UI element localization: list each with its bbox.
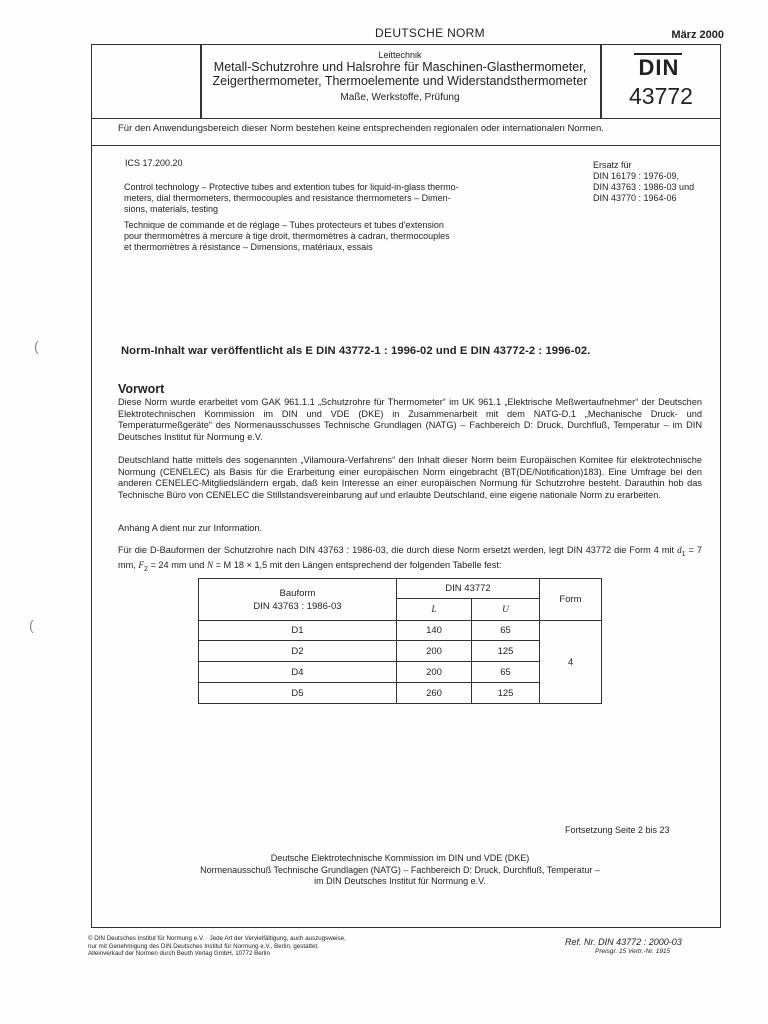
- table-header-din43772: DIN 43772: [397, 579, 540, 599]
- punch-hole-mark: (: [29, 617, 34, 633]
- scope-note: Für den Anwendungsbereich dieser Norm bestehen keine entsprechenden regionalen oder internationalen Normen.: [118, 123, 604, 134]
- foreword-paragraph: Diese Norm wurde erarbeitet vom GAK 961.1.1 „Schutzrohre für Thermometer“ im UK 961.1 „Elektrische Meßwertaufnehmer“ der Deutschen Elektrotechnischen Kommission im DIN und VDE (DKE) in Zusammenarbeit mit dem NATG-D.1 „Mechanische Druck- und Temperaturmeßgeräte“ des Normenausschusses Technische Grundlagen (NATG) – Fachbereich D: Druck, Durchfluß, Temperatur – im DIN Deutsches Institut für Normung e.V.: [118, 397, 702, 442]
- cell-l: 200: [397, 662, 472, 683]
- din-number: 43772: [629, 83, 693, 109]
- cell-bauform: D1: [199, 621, 397, 641]
- dimensions-table: [198, 578, 602, 704]
- replacement-line: DIN 43770 : 1964-06: [593, 193, 677, 203]
- foreword-paragraph: Deutschland hatte mittels des sogenannten „Vilamoura-Verfahrens“ den Inhalt dieser Norm beim Europäischen Komitee für elektrotechnische Normung (CENELEC) als Basis für die Erarbeitung einer europäischen Norm eingebracht (BT(DE/Notification)183). Eine Umfrage bei den anderen CENELEC-Mitgliedsländern ergab, daß kein Interesse an einer europäischen Normung für Schutzrohre besteht. Darauthin hob das Technische Büro von CENELEC die Stillstandsvereinbarung auf und erlaubte Deutschland, eine eigene nationale Norm zu erarbeiten.: [118, 455, 702, 500]
- title-divider-right: [600, 44, 602, 119]
- subscript: 1: [681, 550, 686, 558]
- header-u-text: U: [502, 605, 509, 615]
- table-header-l: [397, 599, 472, 621]
- committee-line: im DIN Deutsches Institut für Normung e.V.: [314, 876, 486, 886]
- french-title: [124, 220, 524, 254]
- copyright-line: nur mit Genehmigung des DIN Deutsches Institut für Normung e.V., Berlin, gestattet.: [88, 942, 319, 950]
- text-run: = 7 mm,: [118, 545, 702, 571]
- cell-l: 200: [397, 641, 472, 662]
- committee-line: Normenausschuß Technische Grundlagen (NATG) – Fachbereich D: Druck, Durchfluß, Temperatur –: [200, 864, 600, 875]
- ics-code: ICS 17.200.20: [125, 158, 183, 168]
- cell-l: 260: [397, 683, 472, 704]
- cell-bauform: D5: [199, 683, 397, 704]
- french-title-line: Technique de commande et de réglage – Tubes protecteurs et tubes d'extension: [124, 220, 444, 230]
- continuation-note: Fortsetzung Seite 2 bis 23: [565, 825, 670, 835]
- cell-u: 65: [472, 662, 540, 683]
- header-title: DEUTSCHE NORM: [375, 26, 485, 40]
- table-header-form: Form: [540, 579, 602, 621]
- copyright-notice: [88, 935, 438, 958]
- punch-hole-mark: (: [34, 338, 39, 354]
- title-subtitle: Maße, Werkstoffe, Prüfung: [340, 92, 460, 103]
- copyright-line: © DIN Deutsches Institut für Normung e.V. · Jede Art der Vervielfältigung, auch auszugsweise,: [88, 935, 346, 942]
- cell-form: 4: [540, 621, 602, 704]
- replacement-block: [593, 160, 694, 204]
- copyright-line: Alleinverkauf der Normen durch Beuth Verlag GmbH, 10772 Berlin: [88, 950, 270, 958]
- document-title: [200, 60, 600, 88]
- price-group: Preisgr. 15 Vertr.-Nr. 1915: [595, 948, 671, 955]
- title-line-1: Metall-Schutzrohre und Halsrohre für Maschinen-Glasthermometer,: [213, 60, 587, 74]
- committee-line: Deutsche Elektrotechnische Kommission im DIN und VDE (DKE): [270, 853, 530, 863]
- foreword-paragraph: [118, 545, 702, 576]
- title-line-2: Zeigerthermometer, Thermoelemente und Widerstandsthermometer: [212, 74, 588, 88]
- table-row: [199, 621, 602, 641]
- cell-bauform: D4: [199, 662, 397, 683]
- header-l-text: L: [431, 605, 437, 615]
- norm-content-note: Norm-Inhalt war veröffentlicht als E DIN 43772-1 : 1996-02 und E DIN 43772-2 : 1996-02.: [121, 345, 591, 357]
- cell-u: 65: [472, 621, 540, 641]
- french-title-line: et thermomètres à résistance – Dimensions, matériaux, essais: [124, 242, 373, 253]
- reference-number: Ref. Nr. DIN 43772 : 2000-03: [565, 937, 682, 947]
- subscript: 2: [144, 566, 148, 574]
- symbol-d: d: [677, 545, 682, 555]
- replacement-line: DIN 16179 : 1976-09,: [593, 171, 680, 181]
- english-title-line: meters, dial thermometers, thermocouples and resistance thermometers – Dimen-: [124, 193, 451, 204]
- cell-bauform: D2: [199, 641, 397, 662]
- table-header-bauform: [199, 579, 397, 621]
- table-header-u: [472, 599, 540, 621]
- din-logo: DIN: [638, 55, 680, 80]
- symbol-f: F: [138, 560, 145, 571]
- committee-block: [120, 853, 680, 888]
- foreword-heading: Vorwort: [118, 382, 165, 396]
- header-date: März 2000: [671, 29, 724, 41]
- english-title: [124, 182, 524, 216]
- english-title-line: sions, materials, testing: [124, 204, 219, 215]
- replacement-line: DIN 43763 : 1986-03 und: [593, 182, 695, 192]
- symbol-n: N: [206, 560, 214, 571]
- foreword-paragraph: Anhang A dient nur zur Information.: [118, 523, 263, 533]
- text-run: = 24 mm und: [147, 560, 207, 571]
- english-title-line: Control technology – Protective tubes and extention tubes for liquid-in-glass thermo-: [124, 182, 459, 192]
- text-run: Für die D-Bauformen der Schutzrohre nach DIN 43763 : 1986-03, die durch diese Norm ersetzt werden, legt DIN 43772 die Form 4 mit: [118, 545, 678, 555]
- scope-divider: [91, 145, 721, 146]
- replacement-label: Ersatz für: [593, 160, 632, 170]
- header-bauform-label: Bauform: [279, 587, 316, 599]
- title-category: Leittechnik: [378, 50, 422, 60]
- cell-l: 140: [397, 621, 472, 641]
- french-title-line: pour thermomètres à mercure à tige droit, thermomètres à cadran, thermocouples: [124, 231, 450, 242]
- header-din43763-label: DIN 43763 : 1986-03: [253, 600, 342, 612]
- cell-u: 125: [472, 641, 540, 662]
- cell-u: 125: [472, 683, 540, 704]
- text-run: = M 18 × 1,5 mit den Längen entsprechend der folgenden Tabelle fest:: [213, 560, 502, 571]
